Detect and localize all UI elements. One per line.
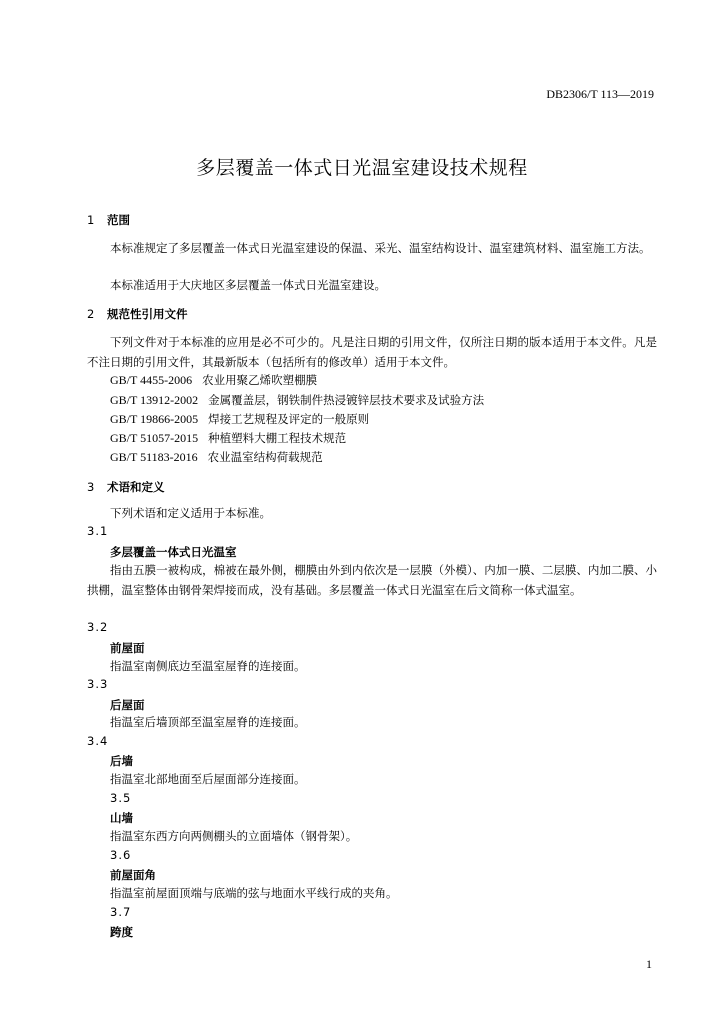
reference-item: [110, 390, 484, 410]
term-number: 3.2: [87, 620, 109, 634]
term-definition: 指温室南侧底边至温室屋脊的连接面。: [110, 659, 306, 673]
term-name: 前屋面角: [110, 868, 156, 882]
term-name: 后墙: [110, 754, 133, 768]
reference-item: [110, 370, 317, 390]
reference-code: GB/T 51183-2016: [110, 450, 198, 464]
reference-title: 金属覆盖层，钢铁制件热浸镀锌层技术要求及试验方法: [208, 393, 485, 407]
term-name: 后屋面: [110, 698, 145, 712]
section-number: 2: [87, 307, 95, 321]
term-name: 多层覆盖一体式日光温室: [110, 545, 237, 559]
term-name: 跨度: [110, 925, 133, 939]
reference-item: [110, 409, 369, 429]
reference-item: [110, 447, 323, 467]
reference-title: 农业温室结构荷载规范: [207, 450, 323, 464]
term-name: 前屋面: [110, 641, 145, 655]
term-number: 3.5: [110, 791, 132, 805]
term-name: 山墙: [110, 811, 133, 825]
reference-title: 农业用聚乙烯吹塑棚膜: [202, 373, 318, 387]
term-definition: 指由五膜一被构成，棉被在最外侧，棚膜由外到内依次是一层膜（外模）、内加一膜、二层膜、内加二膜、小拱棚，温室整体由钢骨架焊接而成，没有基础。多层覆盖一体式日光温室在后文简称一体式温室。: [87, 563, 657, 597]
reference-code: GB/T 19866-2005: [110, 412, 199, 426]
section-title: 术语和定义: [107, 480, 165, 494]
reference-title: 种植塑料大棚工程技术规范: [208, 431, 347, 445]
standard-number: DB2306/T 113—2019: [546, 87, 654, 101]
term-number: 3.6: [110, 848, 132, 862]
page-number: 1: [646, 957, 652, 971]
term-number: 3.1: [87, 524, 109, 538]
section-1-heading: [87, 212, 130, 228]
term-definition: 指温室北部地面至后屋面部分连接面。: [110, 772, 306, 786]
reference-code: GB/T 51057-2015: [110, 431, 199, 445]
term-number: 3.7: [110, 905, 132, 919]
term-number: 3.4: [87, 734, 109, 748]
section-title: 范围: [107, 213, 130, 227]
scope-paragraph-2: 本标准适用于大庆地区多层覆盖一体式日光温室建设。: [110, 278, 386, 292]
reference-code: GB/T 4455-2006: [110, 373, 193, 387]
terms-intro: 下列术语和定义适用于本标准。: [110, 506, 271, 520]
section-2-heading: [87, 306, 188, 322]
normative-intro: 下列文件对于本标准的应用是必不可少的。凡是注日期的引用文件，仅所注日期的版本适用于本文件。凡是不注日期的引用文件，其最新版本（包括所有的修改单）适用于本文件。: [87, 335, 657, 369]
scope-paragraph-1: 本标准规定了多层覆盖一体式日光温室建设的保温、采光、温室结构设计、温室建筑材料、温室施工方法。: [110, 241, 651, 255]
section-title: 规范性引用文件: [107, 307, 188, 321]
reference-code: GB/T 13912-2002: [110, 393, 199, 407]
section-number: 1: [87, 213, 95, 227]
section-3-heading: [87, 479, 165, 495]
term-definition: 指温室前屋面顶端与底端的弦与地面水平线行成的夹角。: [110, 886, 398, 900]
term-number: 3.3: [87, 677, 109, 691]
term-definition: 指温室后墙顶部至温室屋脊的连接面。: [110, 715, 306, 729]
reference-item: [110, 428, 346, 448]
document-title: 多层覆盖一体式日光温室建设技术规程: [196, 157, 528, 179]
reference-title: 焊接工艺规程及评定的一般原则: [208, 412, 370, 426]
section-number: 3: [87, 480, 95, 494]
term-definition: 指温室东西方向两侧棚头的立面墙体（钢骨架）。: [110, 829, 358, 843]
